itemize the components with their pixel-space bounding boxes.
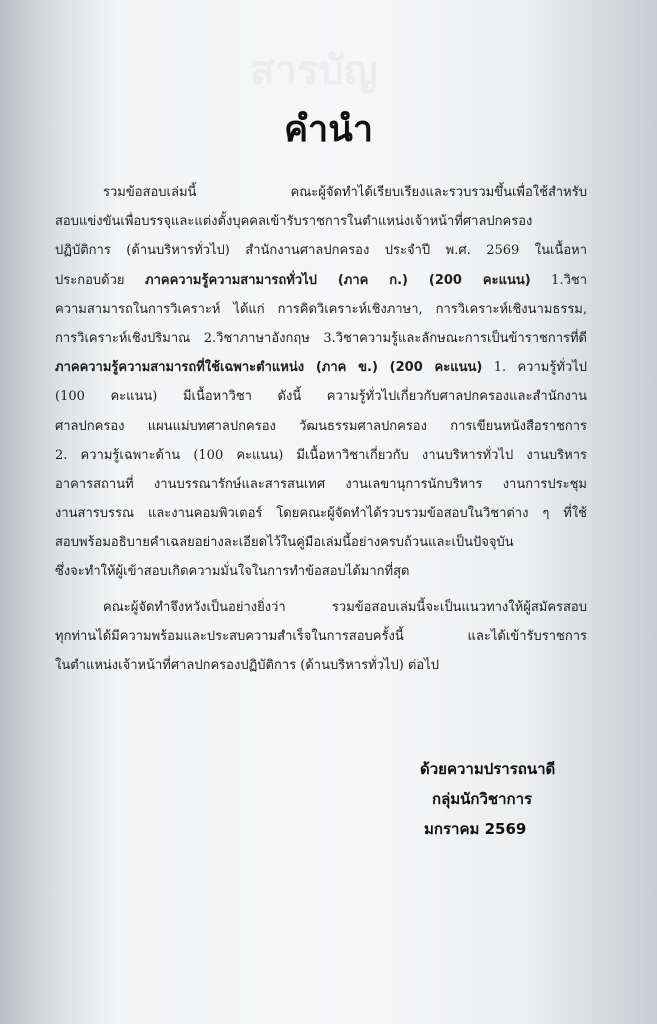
- text-segment: งานสารบรรณ และงานคอมพิวเตอร์ โดยคณะผู้จัดทำได้รวบรวมข้อสอบในวิชาต่าง ๆ ที่ใช้: [55, 506, 587, 522]
- show-through-heading: สารบัญ: [250, 48, 378, 94]
- text-segment: การวิเคราะห์เชิงปริมาณ 2.วิชาภาษาอังกฤษ 3.วิชาความรู้และลักษณะการเป็นข้าราชการที่ดี: [55, 330, 587, 346]
- signature-closing: ด้วยความปรารถนาดี: [420, 760, 556, 778]
- text-segment: (100 คะแนน) มีเนื้อหาวิชา ดังนี้ ความรู้ทั่วไปเกี่ยวกับศาลปกครองและสำนักงาน: [55, 389, 587, 405]
- text-segment: รวมข้อสอบเล่มนี้ คณะผู้จัดทำได้เรียบเรียงและรวบรวมขึ้นเพื่อใช้สำหรับ: [103, 185, 587, 200]
- page-title: คำนำ: [283, 109, 374, 150]
- text-segment: 1. ความรู้ทั่วไป: [482, 360, 587, 376]
- text-line: [55, 266, 587, 295]
- text-line: [55, 622, 587, 651]
- text-segment: สอบพร้อมอธิบายคำเฉลยอย่างละเอียดไว้ในคู่มือเล่มนี้อย่างครบถ้วนและเป็นปัจจุบัน: [55, 535, 514, 551]
- preface-body: [55, 178, 587, 680]
- bold-text-segment: ภาคความรู้ความสามารถทั่วไป (ภาค ก.) (200 คะแนน): [145, 272, 531, 288]
- text-line: [55, 207, 587, 236]
- text-line: [55, 593, 587, 622]
- text-line: [55, 499, 587, 528]
- bold-text-segment: ภาคความรู้ความสามารถที่ใช้เฉพาะตำแหน่ง (ภาค ข.) (200 คะแนน): [55, 360, 483, 376]
- text-segment: คณะผู้จัดทำจึงหวังเป็นอย่างยิ่งว่า รวมข้อสอบเล่มนี้จะเป็นแนวทางให้ผู้สมัครสอบ: [103, 599, 587, 615]
- signature-block: [420, 754, 555, 844]
- text-line: [55, 470, 587, 499]
- text-segment: สอบแข่งขันเพื่อบรรจุและแต่งตั้งบุคคลเข้ารับราชการในตำแหน่งเจ้าหน้าที่ศาลปกครอง: [55, 214, 533, 230]
- text-line: [55, 412, 587, 441]
- signature-date: มกราคม 2569: [424, 820, 527, 838]
- text-segment: ประกอบด้วย: [55, 272, 146, 288]
- text-segment: ศาลปกครอง แผนแม่บทศาลปกครอง วัฒนธรรมศาลปกครอง การเขียนหนังสือราชการ: [55, 418, 587, 434]
- text-segment: 2. ความรู้เฉพาะด้าน (100 คะแนน) มีเนื้อหาวิชาเกี่ยวกับ งานบริหารทั่วไป งานบริหาร: [55, 447, 587, 463]
- paragraph-1: [55, 178, 587, 587]
- signature-author: กลุ่มนักวิชาการ: [432, 790, 533, 808]
- text-line: [55, 528, 587, 557]
- text-line: [55, 441, 587, 470]
- text-segment: ในตำแหน่งเจ้าหน้าที่ศาลปกครองปฏิบัติการ (ด้านบริหารทั่วไป) ต่อไป: [55, 658, 439, 673]
- text-segment: อาคารสถานที่ งานบรรณารักษ์และสารสนเทศ งานเลขานุการนักบริหาร งานการประชุม: [55, 476, 587, 492]
- paragraph-2: [55, 593, 587, 681]
- text-line: [55, 557, 587, 586]
- text-segment: ปฏิบัติการ (ด้านบริหารทั่วไป) สำนักงานศาลปกครอง ประจำปี พ.ศ. 2569 ในเนื้อหา: [55, 243, 587, 259]
- text-line: [55, 178, 587, 207]
- text-line: [55, 295, 587, 324]
- text-segment: 1.วิชา: [530, 272, 587, 288]
- text-line: [55, 324, 587, 353]
- text-line: [55, 236, 587, 265]
- text-segment: ทุกท่านได้มีความพร้อมและประสบความสำเร็จในการสอบครั้งนี้ และได้เข้ารับราชการ: [55, 628, 587, 644]
- text-segment: ความสามารถในการวิเคราะห์ ได้แก่ การคิดวิเคราะห์เชิงภาษา, การวิเคราะห์เชิงนามธรรม,: [55, 301, 587, 317]
- text-line: [55, 353, 587, 382]
- text-line: [55, 651, 587, 680]
- text-line: [55, 382, 587, 411]
- text-segment: ซึ่งจะทำให้ผู้เข้าสอบเกิดความมั่นใจในการทำข้อสอบได้มากที่สุด: [55, 564, 410, 580]
